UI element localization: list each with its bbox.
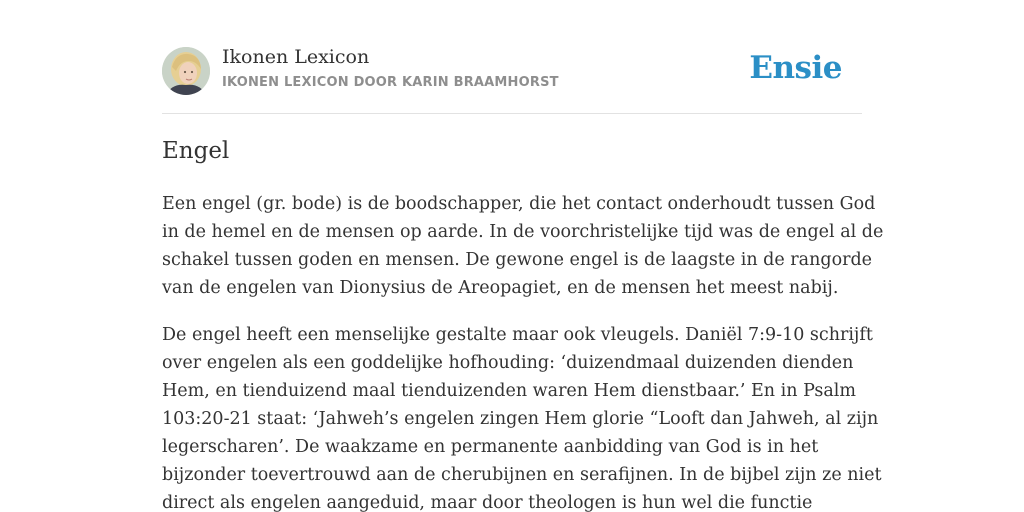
text-line: Een engel (gr. bode) is de boodschapper, die het contact onderhoudt tussen God <box>162 194 876 214</box>
text-line: direct als engelen aangeduid, maar door theologen is hun wel die functie <box>162 493 813 512</box>
text-line: in de hemel en de mensen op aarde. In de voorchristelijke tijd was de engel al de <box>162 222 884 242</box>
article-title: Engel <box>162 138 230 164</box>
text-line: 103:20-21 staat: ‘Jahweh’s engelen zingen Hem glorie “Looft dan Jahweh, al zijn <box>162 409 879 429</box>
text-line: bijzonder toevertrouwd aan de cherubijnen en serafijnen. In de bijbel zijn ze niet <box>162 465 882 485</box>
lexicon-name-link[interactable]: Ikonen Lexicon <box>222 46 370 68</box>
ensie-logo-link[interactable]: Ensie <box>749 50 842 86</box>
header-divider <box>162 113 862 114</box>
author-portrait-icon <box>162 47 210 95</box>
author-avatar[interactable] <box>162 47 210 95</box>
site-header <box>162 46 862 96</box>
text-line: legerscharen’. De waakzame en permanente aanbidding van God is in het <box>162 437 819 457</box>
text-line: van de engelen van Dionysius de Areopagiet, en de mensen het meest nabij. <box>162 278 839 298</box>
article-paragraph-1 <box>162 190 884 302</box>
article-body <box>162 190 884 512</box>
text-line: Hem, en tienduizend maal tienduizenden waren Hem dienstbaar.’ En in Psalm <box>162 381 856 401</box>
text-line: De engel heeft een menselijke gestalte maar ook vleugels. Daniël 7:9-10 schrijft <box>162 325 873 345</box>
text-line: schakel tussen goden en mensen. De gewone engel is de laagste in de rangorde <box>162 250 873 270</box>
lexicon-subtitle: IKONEN LEXICON DOOR KARIN BRAAMHORST <box>222 75 559 90</box>
article-paragraph-2 <box>162 321 882 512</box>
text-line: over engelen als een goddelijke hofhouding: ‘duizendmaal duizenden dienden <box>162 353 854 373</box>
